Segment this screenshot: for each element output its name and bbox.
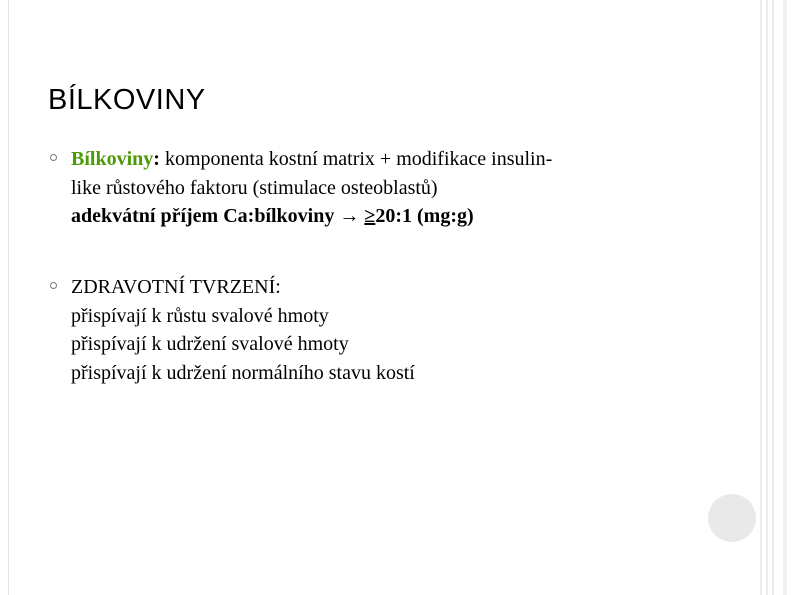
bullet-line-1 — [71, 145, 552, 174]
bullet-term: Bílkoviny — [71, 148, 154, 170]
bullet-term-suffix: : — [153, 148, 160, 170]
bullet-icon — [50, 282, 57, 289]
bullet-heading: ZDRAVOTNÍ TVRZENÍ: — [71, 276, 281, 298]
slide-title: BÍLKOVINY — [48, 84, 206, 116]
bullet-claim-line: přispívají k růstu svalové hmoty — [71, 304, 329, 327]
bullet-text — [71, 273, 415, 387]
bullet-claim-line: přispívají k udržení normálního stavu kostí — [71, 361, 415, 384]
frame-left-line — [8, 0, 9, 595]
bullet-line-3-prefix: adekvátní příjem Ca:bílkoviny → — [71, 205, 365, 227]
bullet-line-3-ge: ≥ — [364, 205, 376, 227]
bullet-icon — [50, 154, 57, 161]
bullet-line-3-suffix: 20:1 (mg:g) — [375, 205, 474, 227]
decorative-circle — [708, 494, 756, 542]
bullet-line-3 — [71, 202, 552, 231]
decorative-stripe — [760, 0, 762, 595]
bullet-line-1-rest: komponenta kostní matrix + modifikace insulin- — [159, 148, 553, 170]
bullet-line-2: like růstového faktoru (stimulace osteoblastů) — [71, 176, 438, 199]
bullet-claim-line: přispívají k udržení svalové hmoty — [71, 333, 349, 355]
decorative-stripe — [766, 0, 768, 595]
bullet-text — [71, 145, 552, 231]
decorative-stripe — [783, 0, 787, 595]
decorative-stripe — [772, 0, 774, 595]
